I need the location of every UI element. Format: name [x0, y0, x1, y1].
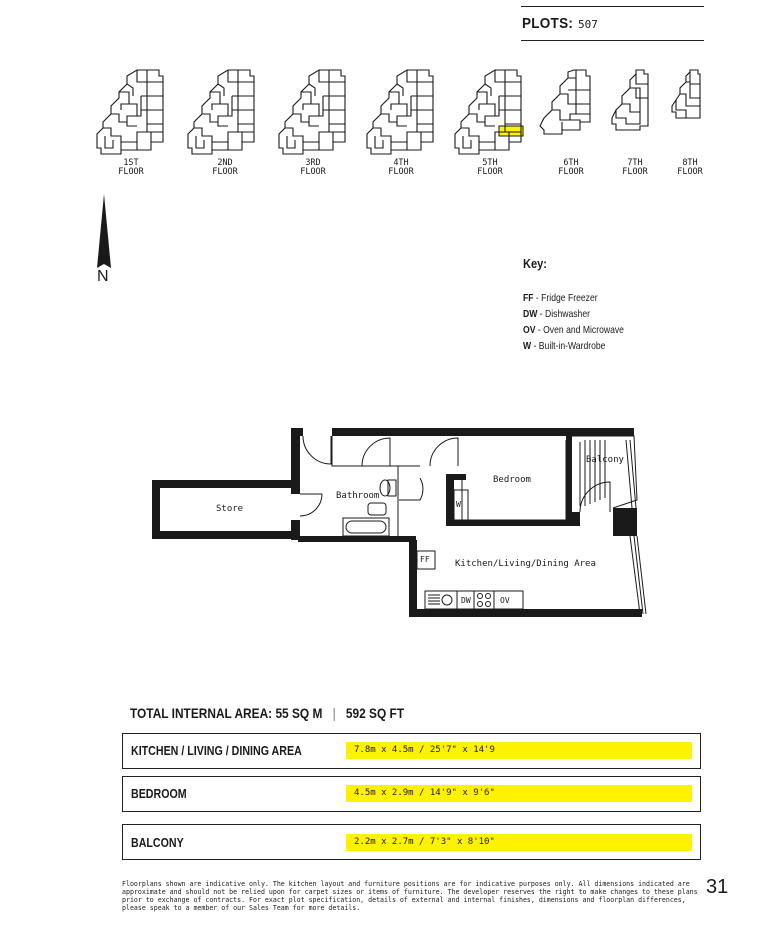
walls: [152, 428, 642, 617]
floor-label-3: 3RD FLOOR: [300, 158, 326, 177]
key-item-dw: DW - Dishwasher: [523, 308, 590, 320]
wardrobe-label: W: [456, 500, 461, 509]
room-label-bathroom: Bathroom: [336, 491, 380, 501]
room-label-balcony: Balcony: [586, 455, 624, 465]
fridge-freezer-label: FF: [420, 555, 430, 564]
plots-label: PLOTS:: [522, 15, 574, 32]
plot-number: 507: [578, 18, 598, 31]
floor-label-8: 8TH FLOOR: [677, 158, 703, 177]
dimension-value: 7.8m x 4.5m / 25'7" x 14'9: [346, 742, 692, 759]
floor-label-6: 6TH FLOOR: [558, 158, 584, 177]
floor-label-5: 5TH FLOOR: [477, 158, 503, 177]
north-label: N: [97, 268, 109, 285]
key-item-ov: OV - Oven and Microwave: [523, 324, 624, 336]
key-item-w: W - Built-in-Wardrobe: [523, 340, 606, 352]
room-label-store: Store: [216, 504, 244, 514]
dimension-room: BEDROOM: [131, 786, 187, 801]
page-number: 31: [706, 876, 729, 898]
key-item-ff: FF - Fridge Freezer: [523, 292, 598, 304]
dimension-value: 2.2m x 2.7m / 7'3" x 8'10": [346, 834, 692, 851]
room-label-kitchen: Kitchen/Living/Dining Area: [455, 559, 596, 569]
floor-label-2: 2ND FLOOR: [212, 158, 238, 177]
key-title: Key:: [523, 256, 547, 271]
floor-label-7: 7TH FLOOR: [622, 158, 648, 177]
dimension-value: 4.5m x 2.9m / 14'9" x 9'6": [346, 785, 692, 802]
dimension-row-balcony: [122, 824, 701, 860]
room-label-bedroom: Bedroom: [493, 475, 531, 485]
dimension-row-kitchen: [122, 733, 701, 769]
dimension-row-bedroom: [122, 776, 701, 812]
floor-label-4: 4TH FLOOR: [388, 158, 414, 177]
dimension-room: KITCHEN / LIVING / DINING AREA: [131, 743, 302, 758]
floor-label-1: 1ST FLOOR: [118, 158, 144, 177]
dishwasher-label: DW: [461, 596, 471, 605]
oven-label: OV: [500, 596, 510, 605]
dimension-room: BALCONY: [131, 835, 184, 850]
total-internal-area: TOTAL INTERNAL AREA: 55 SQ M | 592 SQ FT: [130, 705, 405, 721]
disclaimer: Floorplans shown are indicative only. The kitchen layout and furniture positions are for indicative purposes only. All dimensions indicated are approximate and should not be relied upon for carpet sizes or items of furniture. The developer reserves the right to make changes to these plans prior to exchange of contracts. For exact plot specification, details of external and internal finishes, dimensions and floorplan differences, please speak to a member of our Sales Team for more details.: [122, 880, 698, 912]
